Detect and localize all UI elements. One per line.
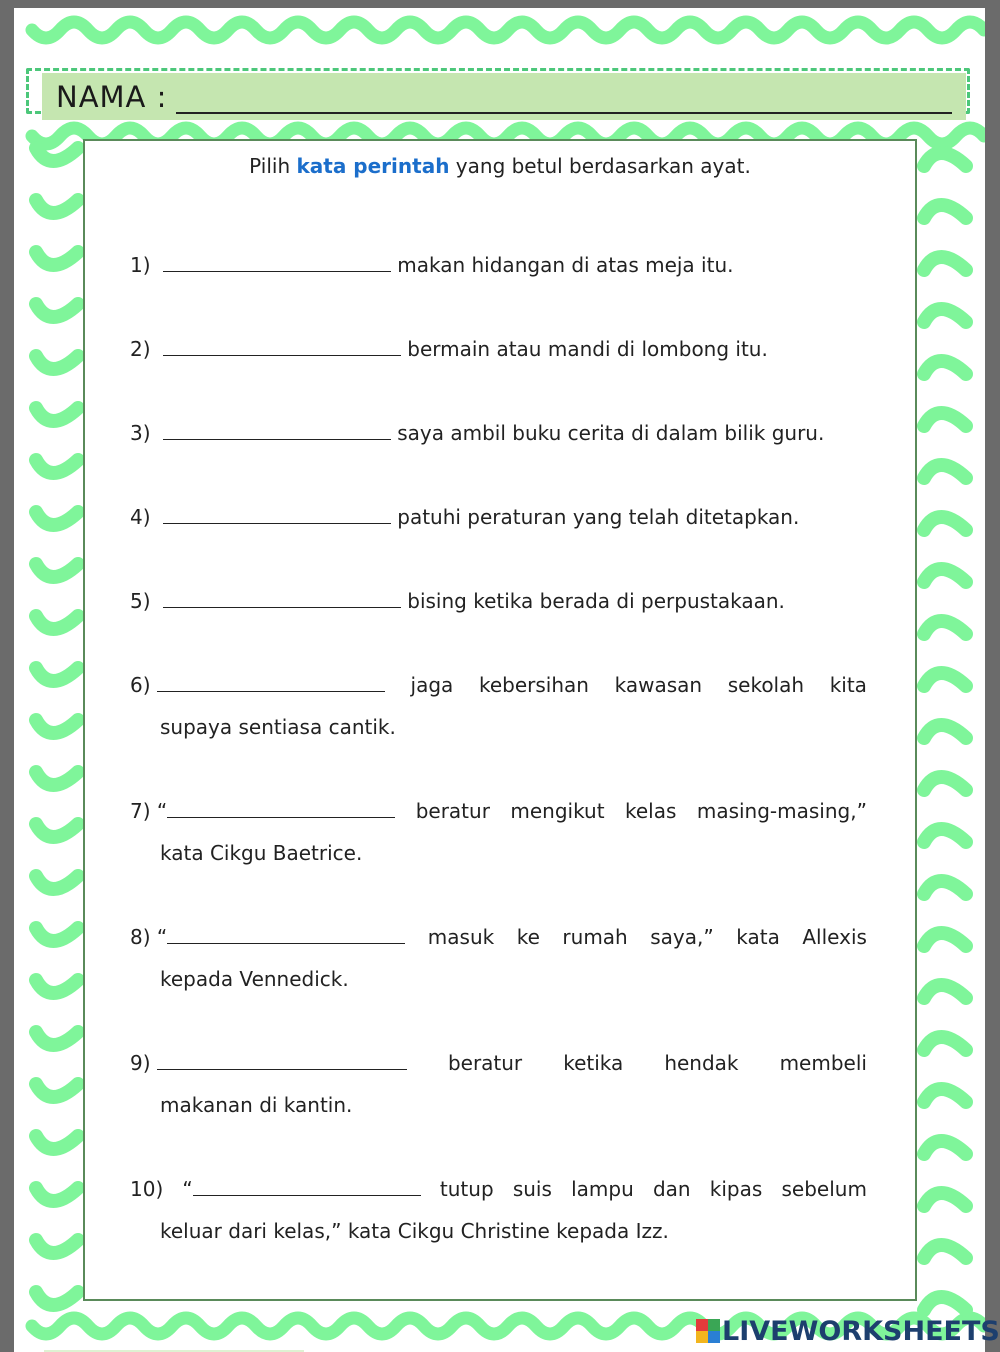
wave-stroke bbox=[36, 928, 78, 941]
answer-blank-8[interactable] bbox=[167, 927, 405, 944]
wave-stroke bbox=[36, 772, 78, 785]
question-number: 4) bbox=[130, 505, 151, 529]
wave-stroke bbox=[924, 1193, 966, 1206]
question-text: bermain atau mandi di lombong itu. bbox=[407, 337, 768, 361]
answer-blank-1[interactable] bbox=[163, 255, 391, 272]
wave-stroke bbox=[924, 881, 966, 894]
question-8-line2: kepada Vennedick. bbox=[160, 967, 349, 991]
question-10-line2: keluar dari kelas,” kata Cikgu Christine kepada Izz. bbox=[160, 1219, 669, 1243]
instruction bbox=[0, 154, 1000, 178]
open-quote: “ bbox=[156, 925, 168, 949]
question-1 bbox=[130, 253, 733, 277]
word: saya,” bbox=[650, 925, 714, 949]
wave-stroke bbox=[924, 1037, 966, 1050]
wave-stroke bbox=[924, 361, 966, 374]
instruction-text-start: Pilih bbox=[249, 154, 297, 178]
wave-stroke bbox=[36, 616, 78, 629]
wave-stroke bbox=[36, 512, 78, 525]
wave-stroke bbox=[924, 1089, 966, 1102]
question-text: saya ambil buku cerita di dalam bilik guru. bbox=[397, 421, 825, 445]
question-number: 5) bbox=[130, 589, 151, 613]
question-number bbox=[130, 925, 405, 949]
wave-stroke bbox=[924, 621, 966, 634]
question-number bbox=[130, 1177, 421, 1201]
wave-stroke bbox=[924, 309, 966, 322]
question-2 bbox=[130, 337, 768, 361]
answer-blank-3[interactable] bbox=[163, 423, 391, 440]
word: sekolah bbox=[727, 673, 805, 697]
word: kita bbox=[829, 673, 867, 697]
wave-stroke bbox=[36, 980, 78, 993]
answer-blank-9[interactable] bbox=[157, 1053, 407, 1070]
wave-stroke bbox=[924, 725, 966, 738]
question-number bbox=[130, 673, 385, 697]
word: masuk bbox=[427, 925, 495, 949]
logo-tile bbox=[708, 1319, 720, 1331]
wave-stroke bbox=[924, 517, 966, 530]
liveworksheets-logo-icon bbox=[696, 1319, 720, 1343]
word: kipas bbox=[709, 1177, 763, 1201]
answer-blank-7[interactable] bbox=[167, 801, 395, 818]
wave-stroke bbox=[36, 356, 78, 369]
wave-stroke bbox=[36, 304, 78, 317]
word: ke bbox=[516, 925, 540, 949]
question-9 bbox=[130, 1051, 867, 1075]
question-4 bbox=[130, 505, 799, 529]
question-8 bbox=[130, 925, 867, 949]
wave-stroke bbox=[32, 22, 984, 38]
question-number-text: 10) bbox=[130, 1177, 164, 1201]
wave-stroke bbox=[924, 933, 966, 946]
wave-stroke bbox=[36, 1136, 78, 1149]
word: Allexis bbox=[802, 925, 867, 949]
word: membeli bbox=[779, 1051, 867, 1075]
wave-stroke bbox=[36, 668, 78, 681]
wave-stroke bbox=[924, 985, 966, 998]
question-number: 2) bbox=[130, 337, 151, 361]
wave-stroke bbox=[924, 829, 966, 842]
answer-blank-10[interactable] bbox=[193, 1179, 421, 1196]
wave-stroke bbox=[924, 673, 966, 686]
question-9-line2: makanan di kantin. bbox=[160, 1093, 353, 1117]
question-number bbox=[130, 799, 395, 823]
logo-tile bbox=[708, 1331, 720, 1343]
question-7 bbox=[130, 799, 867, 823]
question-text: patuhi peraturan yang telah ditetapkan. bbox=[397, 505, 800, 529]
wave-stroke bbox=[36, 408, 78, 421]
wave-stroke bbox=[36, 1084, 78, 1097]
wave-stroke bbox=[924, 1245, 966, 1258]
question-number-text: 8) bbox=[130, 925, 151, 949]
word: kata bbox=[736, 925, 780, 949]
question-text: makan hidangan di atas meja itu. bbox=[397, 253, 734, 277]
open-quote: “ bbox=[182, 1177, 193, 1201]
word: suis bbox=[512, 1177, 552, 1201]
word: sebelum bbox=[781, 1177, 867, 1201]
wave-stroke bbox=[36, 720, 78, 733]
liveworksheets-brand[interactable] bbox=[696, 1314, 1000, 1348]
wave-stroke bbox=[36, 564, 78, 577]
wave-stroke bbox=[924, 777, 966, 790]
word: kawasan bbox=[614, 673, 703, 697]
word: lampu bbox=[571, 1177, 634, 1201]
word: kelas bbox=[625, 799, 677, 823]
question-6-line2: supaya sentiasa cantik. bbox=[160, 715, 396, 739]
word: ketika bbox=[563, 1051, 624, 1075]
wave-stroke bbox=[924, 413, 966, 426]
name-label: NAMA : bbox=[56, 80, 168, 114]
word: tutup bbox=[439, 1177, 494, 1201]
wave-stroke bbox=[36, 1292, 78, 1305]
wave-stroke bbox=[36, 200, 78, 213]
instruction-highlight: kata perintah bbox=[296, 154, 450, 178]
logo-tile bbox=[696, 1319, 708, 1331]
answer-blank-2[interactable] bbox=[163, 339, 401, 356]
wave-stroke bbox=[36, 460, 78, 473]
question-3 bbox=[130, 421, 824, 445]
answer-blank-5[interactable] bbox=[163, 591, 401, 608]
wave-stroke bbox=[924, 1141, 966, 1154]
question-6 bbox=[130, 673, 867, 697]
wave-stroke bbox=[36, 876, 78, 889]
answer-blank-6[interactable] bbox=[157, 675, 385, 692]
wave-stroke bbox=[36, 1188, 78, 1201]
question-10 bbox=[130, 1177, 867, 1201]
wave-stroke bbox=[924, 1297, 966, 1310]
question-number bbox=[130, 1051, 407, 1075]
question-number: 1) bbox=[130, 253, 151, 277]
word: kebersihan bbox=[478, 673, 589, 697]
word: rumah bbox=[562, 925, 628, 949]
question-number-text: 9) bbox=[130, 1051, 151, 1075]
brand-text: LIVEWORKSHEETS bbox=[722, 1315, 1000, 1347]
question-number-text: 7) bbox=[130, 799, 151, 823]
name-input-line[interactable] bbox=[176, 112, 952, 114]
answer-blank-4[interactable] bbox=[163, 507, 391, 524]
wave-stroke bbox=[36, 824, 78, 837]
question-text: bising ketika berada di perpustakaan. bbox=[407, 589, 785, 613]
word: hendak bbox=[664, 1051, 739, 1075]
wave-stroke bbox=[924, 465, 966, 478]
question-number: 3) bbox=[130, 421, 151, 445]
word: jaga bbox=[410, 673, 454, 697]
question-number-text: 6) bbox=[130, 673, 151, 697]
word: masing-masing,” bbox=[696, 799, 867, 823]
instruction-text-end: yang betul berdasarkan ayat. bbox=[449, 154, 751, 178]
word: beratur bbox=[415, 799, 490, 823]
wave-stroke bbox=[36, 1032, 78, 1045]
open-quote: “ bbox=[156, 799, 168, 823]
wave-stroke bbox=[36, 1240, 78, 1253]
word: beratur bbox=[447, 1051, 523, 1075]
wave-stroke bbox=[924, 257, 966, 270]
wave-stroke bbox=[924, 205, 966, 218]
question-7-line2: kata Cikgu Baetrice. bbox=[160, 841, 363, 865]
question-5 bbox=[130, 589, 785, 613]
word: mengikut bbox=[510, 799, 605, 823]
word: dan bbox=[652, 1177, 691, 1201]
logo-tile bbox=[696, 1331, 708, 1343]
wave-stroke bbox=[924, 569, 966, 582]
wave-stroke bbox=[36, 252, 78, 265]
